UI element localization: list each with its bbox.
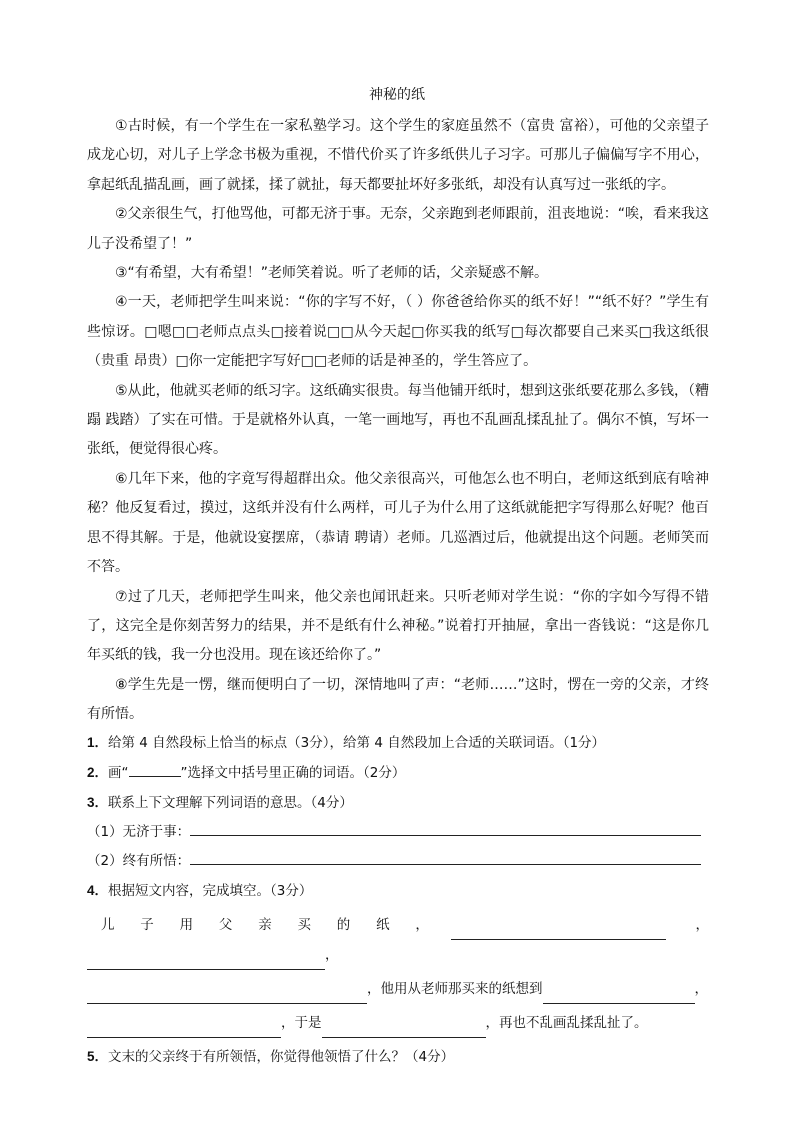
paragraph-6: ⑥几年下来，他的字竟写得超群出众。他父亲很高兴，可他怎么也不明白，老师这纸到底有啥神秘？他反复看过，摸过，这纸并没有什么两样，可儿子为什么用了这纸就能把字写得那么好呢？他百思不得其解。于是，他就设宴摆席，（恭请 聘请）老师。几巡酒过后，他就提出这个问题。老师笑而不答。 (87, 470, 709, 576)
answer-line-4-5[interactable] (87, 1021, 281, 1038)
answer-line-4-1[interactable] (451, 923, 666, 940)
question-1-text: 给第 4 自然段标上恰当的标点（3分），给第 4 自然段加上合适的关联词语。（1分） (108, 735, 606, 751)
question-3-text: 联系上下文理解下列词语的意思。（4分） (108, 795, 353, 811)
q4-comma: ， (325, 947, 339, 963)
q4-char: 买 (297, 917, 311, 933)
q4-char: 用 (179, 917, 194, 933)
question-3-number: 3． (87, 795, 109, 810)
question-2-pre: 画“ (108, 765, 129, 781)
paragraph-7: ⑦过了几天，老师把学生叫来，他父亲也闻讯赶来。只听老师对学生说：“你的字如今写得不错了，这完全是你刻苦努力的结果，并不是纸有什么神秘。”说着打开抽屉，拿出一沓钱说：“这是你几年买纸的钱，我一分也没用。现在该还给你了。” (87, 588, 709, 664)
passage-title: 神秘的纸 (369, 87, 425, 103)
question-4 (87, 876, 709, 906)
question-1 (87, 728, 709, 758)
paragraph-3: ③“有希望，大有希望！”老师笑着说。听了老师的话，父亲疑惑不解。 (115, 265, 549, 282)
q4-char: 亲 (258, 917, 272, 933)
question-2 (87, 758, 709, 788)
answer-line-3-1[interactable] (190, 819, 701, 836)
underline-sample (129, 762, 181, 777)
paragraph-4: ④一天，老师把学生叫来说：“你的字写不好，（ ）你爸爸给你买的纸不好！”“纸不好？”学生有些惊讶。□嗯□□老师点点头□接着说□□从今天起□你买我的纸写□每次都要自己来买□我这纸很（贵重 昂贵）□你一定能把字写好□□老师的话是神圣的，学生答应了。 (87, 294, 709, 370)
q4-char: ， (415, 917, 429, 933)
question-4-text: 根据短文内容，完成填空。（3分） (108, 883, 313, 899)
passage-body (87, 112, 709, 730)
question-5-number: 5． (87, 1049, 109, 1064)
answer-line-3-2[interactable] (190, 848, 701, 865)
question-1-number: 1． (87, 735, 109, 750)
q4-char: 纸 (376, 917, 390, 933)
question-4-number: 4． (87, 883, 109, 898)
q4-comma: ， (694, 981, 708, 997)
question-2-post: ”选择文中括号里正确的词语。（2分） (180, 765, 406, 781)
q4-line4-end: ，再也不乱画乱揉乱扯了。 (485, 1015, 648, 1031)
question-5 (87, 1042, 709, 1072)
question-4-line-4 (87, 1004, 709, 1038)
paragraph-1: ①古时候，有一个学生在一家私塾学习。这个学生的家庭虽然不（富贵 富裕），可他的父亲望子成龙心切，对儿子上学念书极为重视，不惜代价买了许多纸供儿子习字。可那儿子偏偏写字不用心，拿起纸乱描乱画，画了就揉，揉了就扯，每天都要扯坏好多张纸，却没有认真写过一张纸的字。 (87, 118, 709, 193)
paragraph-8: ⑧学生先是一愣，继而便明白了一切，深情地叫了声：“老师……”这时，愣在一旁的父亲，才终有所悟。 (87, 676, 709, 723)
q4-char: 子 (140, 917, 154, 933)
q4-char: 儿 (101, 917, 115, 933)
q4-line4-mid: ，于是 (281, 1015, 322, 1031)
question-3 (87, 788, 709, 818)
paragraph-5: ⑤从此，他就买老师的纸习字。这纸确实很贵。每当他铺开纸时，想到这张纸要花那么多钱，（糟蹋 践踏）了实在可惜。于是就格外认真，一笔一画地写，再也不乱画乱揉乱扯了。偶尔不慎，写坏一张纸，便觉得很心疼。 (87, 382, 709, 458)
q4-char: 的 (336, 917, 351, 933)
question-3-item-2-label: （2）终有所悟： (87, 853, 191, 869)
question-3-item-2 (87, 847, 709, 876)
question-3-item-1-label: （1）无济于事： (87, 824, 191, 840)
q4-comma: ， (695, 917, 709, 933)
question-4-line-1 (101, 906, 709, 940)
questions-section (87, 728, 709, 1072)
answer-line-4-2[interactable] (87, 953, 325, 970)
question-2-number: 2． (87, 765, 109, 780)
paragraph-2: ②父亲很生气，打他骂他，可都无济于事。无奈，父亲跑到老师跟前，沮丧地说：“唉，看来我这儿子没希望了！” (87, 206, 709, 252)
answer-line-4-4[interactable] (543, 987, 695, 1004)
q4-line3-mid: ，他用从老师那买来的纸想到 (367, 981, 543, 997)
answer-line-4-6[interactable] (322, 1021, 486, 1038)
question-5-text: 文末的父亲终于有所领悟，你觉得他领悟了什么？（4分） (108, 1049, 455, 1065)
question-4-line-2 (87, 940, 709, 970)
answer-line-4-3[interactable] (87, 987, 367, 1004)
q4-char: 父 (218, 917, 233, 933)
question-4-spread-text (101, 911, 429, 940)
question-3-item-1 (87, 818, 709, 847)
question-4-line-3 (87, 970, 709, 1004)
